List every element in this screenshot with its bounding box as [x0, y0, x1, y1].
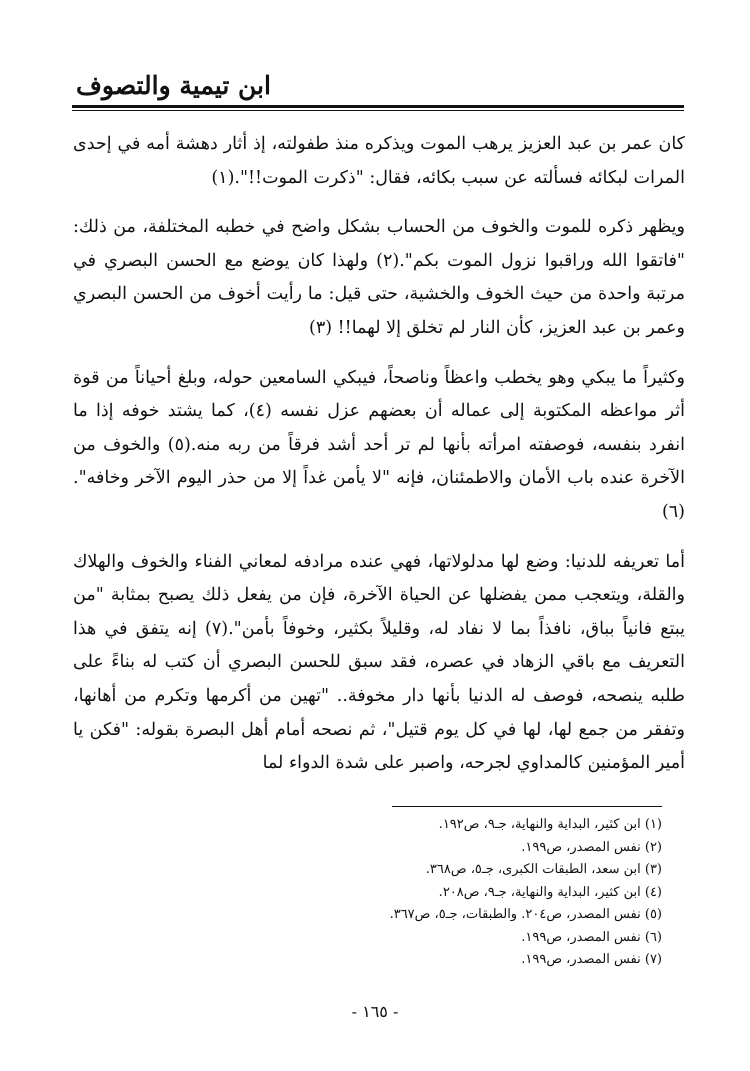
paragraph: كان عمر بن عبد العزيز يرهب الموت ويذكره منذ طفولته، إذ أثار دهشة أمه في إحدى المرات لبكائه فسألته عن سبب بكائه، فقال: "ذكرت الموت!!".(١): [73, 134, 685, 188]
footnotes: [73, 814, 662, 972]
header-divider: [72, 105, 684, 111]
footnote: (٣) ابن سعد، الطبقات الكبرى، جـ٥، ص٣٦٨.: [425, 862, 662, 877]
paragraph: وكثيراً ما يبكي وهو يخطب واعظاً وناصحاً، فيبكي السامعين حوله، وبلغ أحياناً من قوة أثر مواعظه المكتوبة إلى عماله أن بعضهم عزل نفسه (٤)، كما يشتد خوفه إذا ما انفرد بنفسه، فوصفته امرأته بأنها لم تر أحد أشد فرقاً من ربه منه.(٥) والخوف من الآخرة عنده باب الأمان والاطمئنان، فإنه "لا يأمن غداً إلا من حذر اليوم الآخر وخافه".(٦): [73, 367, 685, 522]
paragraph: أما تعريفه للدنيا: وضع لها مدلولاتها، فهي عنده مرادفه لمعاني الفناء والخوف والهلاك والقلة، ويتعجب ممن يفضلها عن الحياة الآخرة، فإن من يفعل ذلك يصبح بمثابة "من يبتع فانياً بباق، نافذاً بما لا نفاد له، وقليلاً بكثير، وخوفاً بأمن".(٧) إنه يتفق في هذا التعريف مع باقي الزهاد في عصره، فقد سبق للحسن البصري أن كتب له بناءً على طلبه ينصحه، فوصف له الدنيا بأنها دار مخوفة.. "تهين من أكرمها وتكرم من أهانها، وتفقر من جمع لها، لها في كل يوم قتيل"، ثم نصحه أمام أهل البصرة بقوله: "فكن يا أمير المؤمنين كالمداوي لجرحه، واصبر على شدة الدواء لما: [73, 551, 686, 774]
footnote: (٢) نفس المصدر، ص١٩٩.: [521, 839, 662, 855]
footnote: (٧) نفس المصدر، ص١٩٩.: [521, 952, 662, 967]
footnote: (٤) ابن كثير، البداية والنهاية، جـ٩، ص٢٠٨.: [438, 884, 662, 900]
footnote: (٥) نفس المصدر، ص٢٠٤. والطبقات، جـ٥، ص٣٦٧.: [389, 907, 662, 922]
main-text: [73, 128, 685, 797]
footnote-divider: [392, 806, 662, 807]
paragraph: ويظهر ذكره للموت والخوف من الحساب بشكل واضح في خطبه المختلفة، من ذلك: "فاتقوا الله وراقبوا نزول الموت بكم".(٢) ولهذا كان يوضع مع الحسن البصري في مرتبة واحدة من حيث الخوف والخشية، حتى قيل: ما رأيت أخوف من الحسن البصري وعمر بن عبد العزيز، كأن النار لم تخلق إلا لهما!! (٣): [73, 217, 685, 338]
page-number: - ١٦٥ -: [351, 1002, 399, 1021]
footnote: (٦) نفس المصدر، ص١٩٩.: [521, 929, 662, 945]
footnote: (١) ابن كثير، البداية والنهاية، جـ٩، ص١٩٢.: [438, 817, 662, 832]
running-header-title: ابن تيمية والتصوف: [76, 71, 271, 100]
